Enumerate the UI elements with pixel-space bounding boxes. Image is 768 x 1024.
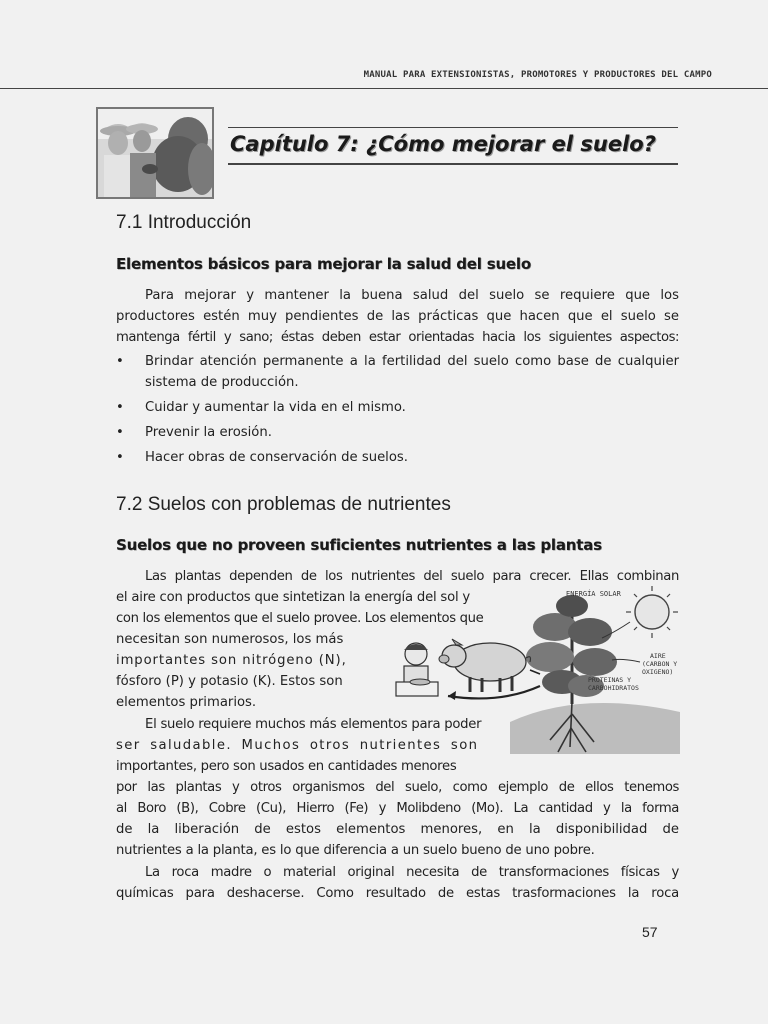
label-oxygen: OXIGENO)	[642, 668, 674, 676]
section-heading-7-2: 7.2 Suelos con problemas de nutrientes	[116, 494, 451, 515]
text-line: necesitan son numerosos, los más	[116, 632, 344, 647]
farmers-photo-image	[98, 109, 212, 197]
page-number: 57	[642, 924, 658, 940]
text-line: fósforo (P) y potasio (K). Estos son	[116, 674, 343, 689]
nutrient-cycle-illustration	[390, 582, 686, 754]
text-line: La roca madre o material original necesita de transformaciones físicas y	[145, 865, 679, 880]
bullet-icon: •	[116, 450, 124, 465]
header-divider	[0, 88, 768, 89]
subheading-insufficient-nutrients: Suelos que no proveen suficientes nutrientes a las plantas	[116, 536, 602, 554]
list-item	[116, 351, 679, 393]
chapter-title: Capítulo 7: ¿Cómo mejorar el suelo?	[230, 132, 656, 156]
chapter-title-bottom-rule	[228, 163, 678, 165]
subheading-basic-elements: Elementos básicos para mejorar la salud del suelo	[116, 255, 531, 273]
label-solar-energy: ENERGÍA SOLAR	[566, 590, 621, 598]
text-line: de la liberación de estos elementos menores, en la disponibilidad de	[116, 822, 679, 837]
text-line: productores estén muy pendientes de las prácticas que hacen que el suelo se	[116, 309, 679, 324]
text-line: El suelo requiere muchos más elementos para poder	[145, 717, 482, 732]
list-item	[116, 447, 679, 468]
text-line: por las plantas y otros organismos del suelo, como ejemplo de ellos tenemos	[116, 780, 679, 795]
label-proteins: PROTEINAS Y	[588, 676, 632, 684]
intro-paragraph	[116, 285, 679, 348]
arrowhead-icon	[448, 691, 456, 700]
sun-icon	[626, 586, 678, 638]
bullet-icon: •	[116, 400, 124, 415]
chapter-title-top-rule	[228, 127, 678, 128]
soil-mound	[510, 703, 680, 754]
pig-icon	[439, 639, 531, 692]
list-item	[116, 397, 679, 418]
text-line: importantes, pero son usados en cantidades menores	[116, 759, 457, 774]
text-line: elementos primarios.	[116, 695, 257, 710]
label-air: AIRE	[650, 652, 666, 660]
text-line: mantenga fértil y sano; éstas deben estar orientadas hacia los siguientes aspectos:	[116, 330, 679, 345]
chapter-photo	[96, 107, 214, 199]
text-line: el aire con productos que sintetizan la energía del sol y	[116, 590, 471, 605]
plant-to-pig-arrow-icon	[530, 670, 540, 674]
text-line: importantes son nitrógeno (N),	[116, 653, 347, 668]
list-item-text: Prevenir la erosión.	[145, 425, 272, 440]
list-item-text: Brindar atención permanente a la fertilidad del suelo como base de cualquier sistema de producción.	[145, 354, 679, 390]
food-arrow-icon	[448, 686, 540, 698]
person-eating-icon	[396, 643, 438, 696]
aspects-list	[116, 351, 679, 468]
section-heading-7-1: 7.1 Introducción	[116, 212, 252, 233]
text-line: Para mejorar y mantener la buena salud del suelo se requiere que los	[145, 288, 679, 303]
parent-rock-paragraph	[116, 862, 679, 904]
label-carbon: (CARBON Y	[642, 660, 678, 668]
running-header: MANUAL PARA EXTENSIONISTAS, PROMOTORES Y PRODUCTORES DEL CAMPO	[363, 70, 712, 80]
list-item-text: Cuidar y aumentar la vida en el mismo.	[145, 400, 406, 415]
list-item	[116, 422, 679, 443]
text-line: al Boro (B), Cobre (Cu), Hierro (Fe) y Molibdeno (Mo). La cantidad y la forma	[116, 801, 679, 816]
bullet-icon: •	[116, 425, 124, 440]
text-line: Las plantas dependen de los nutrientes del suelo para crecer. Ellas combinan	[145, 569, 679, 584]
text-line: químicas para deshacerse. Como resultado de estas trasformaciones la roca	[116, 886, 679, 901]
text-line: ser saludable. Muchos otros nutrientes son	[116, 738, 479, 753]
bullet-icon: •	[116, 354, 124, 369]
label-carbohydrates: CARBOHIDRATOS	[588, 684, 639, 692]
list-item-text: Hacer obras de conservación de suelos.	[145, 450, 408, 465]
text-line: nutrientes a la planta, es lo que diferencia a un suelo bueno de uno pobre.	[116, 843, 595, 858]
text-line: con los elementos que el suelo provee. Los elementos que	[116, 611, 484, 626]
